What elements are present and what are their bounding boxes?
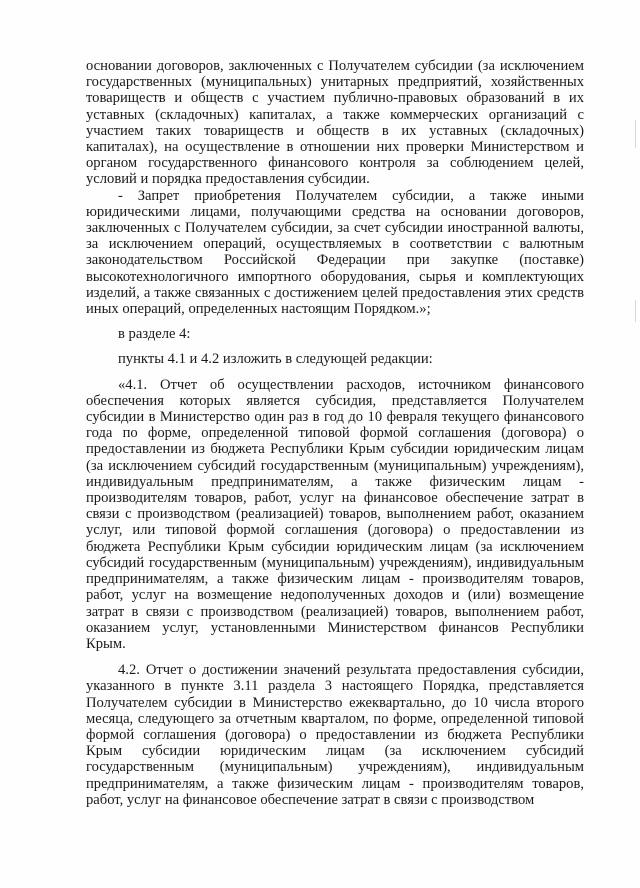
paragraph-amendment-intro: пункты 4.1 и 4.2 изложить в следующей редакции:: [118, 351, 433, 368]
paragraph-clause-4-2: 4.2. Отчет о достижении значений результата предоставления субсидии, указанного в пункте 3.11 раздела 3 настоящего Порядка, представляется Получателем субсидии в Министерство ежеквартально, до 10 числа второго месяца, следующего за отчетным кварталом, по форме, определенной типовой формой соглашения (договора) о предоставлении из бюджета Республики Крым субсидии юридическим лицам (за исключением субсидий государственным (муниципальным) учреждениям), индивидуальным предпринимателям, а также физическим лицам - производителям товаров, работ, услуг на финансовое обеспечение затрат в связи с производством: [86, 662, 584, 808]
paragraph-clause-4-1: «4.1. Отчет об осуществлении расходов, источником финансового обеспечения которых является субсидия, представляется Получателем субсидии в Министерство один раз в год до 10 февраля текущего финансового года по форме, определенной типовой формой соглашения (договора) о предоставлении из бюджета Республики Крым субсидии юридическим лицам (за исключением субсидий государственным (муниципальным) учреждениям), индивидуальным предпринимателям, а также физическим лицам - производителям товаров, работ, услуг на финансовое обеспечение затрат в связи с производством (реализацией) товаров, выполнением работ, оказанием услуг, или типовой формой соглашения (договора) о предоставлении из бюджета Республики Крым субсидии юридическим лицам (за исключением субсидий государственным (муниципальным) учреждениям), индивидуальным предпринимателям, а также физическим лицам - производителям товаров, работ, услуг на возмещение недополученных доходов и (или) возмещение затрат в связи с производством (реализацией) товаров, выполнением работ, оказанием услуг, установленными Министерством финансов Республики Крым.: [86, 376, 584, 652]
paragraph-currency-ban: - Запрет приобретения Получателем субсидии, а также иными юридическими лицами, получающими средства на основании договоров, заключенных с Получателем субсидии, за счет субсидии иностранной валюты, за исключением операций, осуществляемых в соответствии с валютным законодательством Российской Федерации при закупке (поставке) высокотехнологичного импортного оборудования, сырья и комплектующих изделий, а также связанных с достижением целей предоставления этих средств иных операций, определенных настоящим Порядком.»;: [86, 187, 584, 318]
document-body: [86, 58, 584, 808]
paragraph-section-4-heading: в разделе 4:: [118, 326, 191, 343]
paragraph-verification-consent: основании договоров, заключенных с Получателем субсидии (за исключением государственных (муниципальных) унитарных предприятий, хозяйственных товариществ и обществ с участием публично-правовых образований в их уставных (складочных) капиталах, а также коммерческих организаций с участием таких товариществ и обществ в их уставных (складочных) капиталах), на осуществление в отношении них проверки Министерством и органом государственного финансового контроля за соблюдением целей, условий и порядка предоставления субсидии.: [86, 58, 584, 188]
scan-edge-mark: [635, 300, 636, 322]
scan-edge-mark: [635, 120, 636, 148]
